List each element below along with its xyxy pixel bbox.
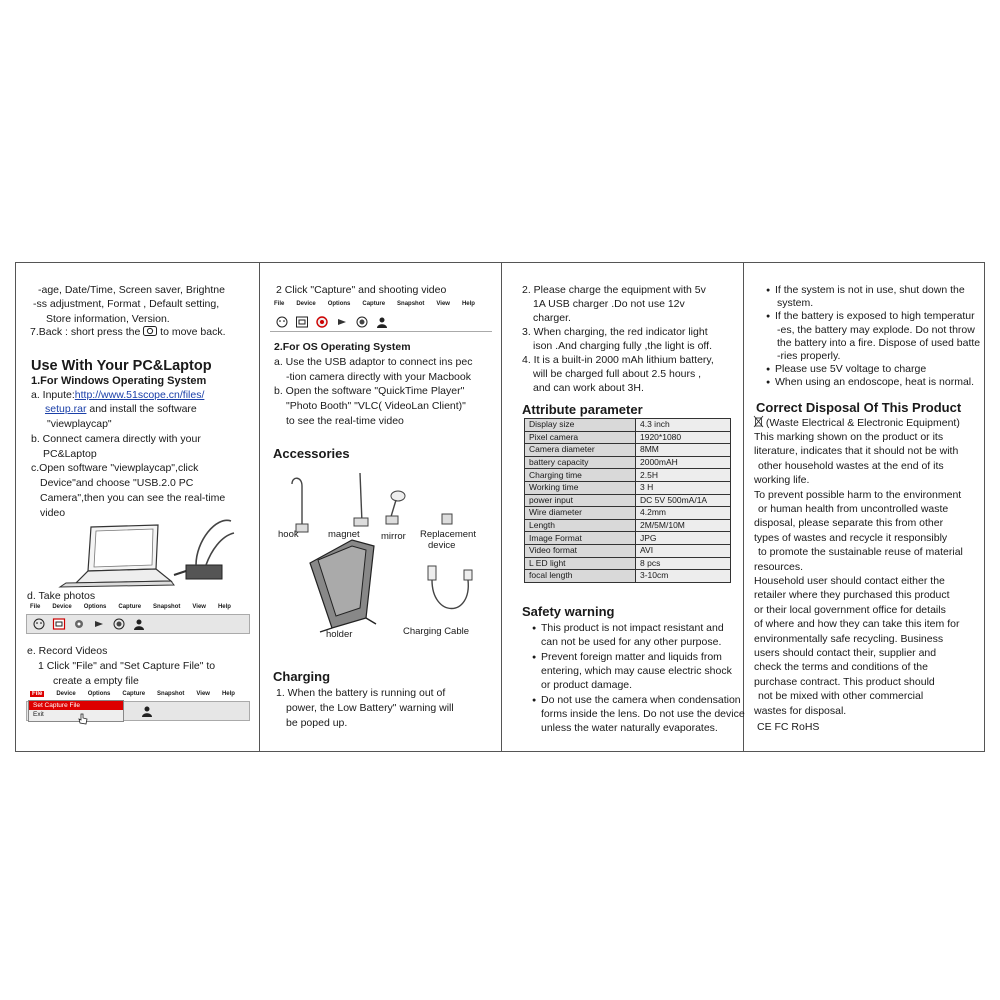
person-icon[interactable] (376, 316, 388, 328)
menu-options[interactable]: Options (327, 301, 351, 307)
menu-snapshot[interactable]: Snapshot (153, 604, 181, 610)
text-line: working life. (754, 474, 810, 487)
text-line: to promote the sustainable reuse of material (758, 546, 963, 559)
video-icon[interactable] (336, 316, 348, 328)
face-icon[interactable] (33, 618, 45, 630)
text-line: 1. When the battery is running out of (276, 687, 446, 699)
menu-help[interactable]: Help (221, 691, 235, 697)
text-line: literature, indicates that it should not be with (754, 445, 959, 458)
menu-device[interactable]: Device (52, 604, 72, 610)
attribute-value: 2000mAH (636, 456, 731, 469)
text-line: create a empty file (53, 675, 139, 687)
text-line: -ss adjustment, Format , Default setting, (33, 298, 220, 310)
text-line: a. Use the USB adaptor to connect ins pec (274, 356, 473, 368)
attribute-key: focal length (525, 570, 636, 583)
attribute-key: Working time (525, 481, 636, 494)
text-line: ● Do not use the camera when condensation (541, 693, 741, 707)
attribute-value: 2M/5M/10M (636, 519, 731, 532)
text-line: d. Take photos (27, 590, 96, 602)
menu-file[interactable]: File (274, 301, 285, 307)
attribute-key: power input (525, 494, 636, 507)
menu-set-capture-file[interactable]: Set Capture File (29, 701, 123, 710)
charging-heading: Charging (273, 669, 331, 684)
attribute-row (525, 532, 731, 545)
attribute-key: Wire diameter (525, 507, 636, 520)
attribute-value: JPG (636, 532, 731, 545)
attribute-key: Camera diameter (525, 444, 636, 457)
menu-exit[interactable]: Exit (33, 711, 44, 718)
attribute-key: Display size (525, 419, 636, 432)
menu-help[interactable]: Help (217, 604, 231, 610)
accessories-heading: Accessories (273, 446, 350, 461)
target-icon[interactable] (356, 316, 368, 328)
text-line: power, the Low Battery" warning will (286, 702, 454, 714)
text-line: disposal, please separate this from other (754, 517, 944, 530)
menu-bar-2 (26, 688, 251, 700)
video-icon[interactable] (93, 618, 105, 630)
text-line: charger. (533, 312, 571, 324)
text-line: and install the software (86, 403, 197, 415)
text-line: 3. When charging, the red indicator light (522, 326, 708, 338)
attribute-value: 4.3 inch (636, 419, 731, 432)
text-line: retailer where they purchased this product (754, 589, 950, 602)
attribute-key: Pixel camera (525, 431, 636, 444)
menu-view[interactable]: View (196, 691, 210, 697)
text-line: -age, Date/Time, Screen saver, Brightne (38, 284, 225, 296)
text-line: or their local government office for details (754, 603, 946, 616)
column-3 (502, 263, 743, 751)
certifications: CE FC RoHS (757, 721, 820, 733)
menu-capture[interactable]: Capture (118, 604, 142, 610)
text-line: check the terms and conditions of the (754, 661, 928, 674)
safety-heading: Safety warning (522, 604, 615, 619)
accessory-charging-cable: Charging Cable (403, 626, 470, 637)
text-line: PC&Laptop (43, 448, 97, 460)
attribute-row (525, 570, 731, 583)
text-line: system. (777, 297, 814, 310)
text-line: "Photo Booth" "VLC( VideoLan Client)" (286, 400, 466, 412)
text-line: ● If the system is not in use, shut down the (775, 283, 965, 297)
attribute-row (525, 456, 731, 469)
disposal-heading: Correct Disposal Of This Product (756, 400, 962, 415)
accessory-device: device (428, 540, 456, 551)
text-line: This marking shown on the product or its (754, 431, 944, 443)
text-line: ● This product is not impact resistant and (541, 621, 724, 635)
back-instruction (30, 325, 226, 339)
attribute-heading: Attribute parameter (522, 402, 643, 417)
menu-bar-3 (270, 298, 492, 310)
text-line: 4. It is a built-in 2000 mAh lithium battery, (522, 354, 714, 366)
text-line: not be mixed with other commercial (758, 690, 924, 703)
setup-link[interactable]: setup.rar (45, 403, 87, 415)
accessory-replacement: Replacement (420, 529, 476, 540)
menu-capture[interactable]: Capture (362, 301, 386, 307)
text-line: ● If the battery is exposed to high temperatur (775, 309, 975, 323)
text-line: the battery into a fire. Dispose of used batte (777, 336, 981, 349)
text-line: "viewplaycap" (47, 418, 112, 430)
target-icon[interactable] (113, 618, 125, 630)
menu-capture[interactable]: Capture (122, 691, 146, 697)
menu-bar-1 (26, 601, 251, 613)
windows-heading: 1.For Windows Operating System (31, 375, 207, 387)
menu-device[interactable]: Device (296, 301, 316, 307)
capture-icon[interactable] (316, 316, 328, 328)
text-line: Household user should contact either the (754, 575, 945, 587)
attribute-value: 3 H (636, 481, 731, 494)
text-line: and can work about 3H. (533, 382, 644, 394)
text-line: 7.Back : short press the (30, 326, 141, 338)
text-line: e. Record Videos (27, 645, 108, 657)
menu-device[interactable]: Device (56, 691, 76, 697)
attribute-key: Length (525, 519, 636, 532)
text-line: Device"and choose "USB.2.0 PC (40, 477, 194, 489)
accessories-illustration (272, 468, 492, 636)
text-line: Store information, Version. (46, 313, 170, 325)
text-line: to see the real-time video (286, 415, 404, 427)
hand-cursor-icon (78, 713, 88, 725)
attribute-row (525, 557, 731, 570)
attribute-key: L ED light (525, 557, 636, 570)
attribute-key: Video format (525, 544, 636, 557)
column-1 (16, 263, 259, 751)
text-line: to move back. (160, 326, 226, 338)
accessory-holder: holder (326, 629, 353, 640)
text-line: 2. Please charge the equipment with 5v (522, 284, 706, 296)
menu-view[interactable]: View (192, 604, 206, 610)
text-line: forms inside the lens. Do not use the device (541, 707, 745, 720)
snapshot-icon[interactable] (53, 618, 65, 630)
column-4 (744, 263, 985, 751)
toolbar-1 (26, 614, 250, 634)
text-line: -ries properly. (777, 350, 841, 362)
text-line: a. Inpute: (31, 389, 75, 401)
attribute-row (525, 507, 731, 520)
attribute-row (525, 494, 731, 507)
menu-file[interactable]: File (32, 691, 43, 697)
text-line: be poped up. (286, 717, 348, 729)
attribute-value: 2.5H (636, 469, 731, 482)
menu-snapshot[interactable]: Snapshot (157, 691, 185, 697)
text-line: entering, which may cause electric shock (541, 664, 732, 677)
settings-icon[interactable] (73, 618, 85, 630)
text-line: video (40, 507, 66, 519)
text-line: can not be used for any other purpose. (541, 636, 722, 649)
file-dropdown (28, 700, 124, 722)
attribute-value: 3-10cm (636, 570, 731, 583)
accessory-hook: hook (278, 529, 299, 540)
weee-line (754, 416, 960, 430)
text-line: 2 Click "Capture" and shooting video (276, 284, 447, 296)
crossed-bin-icon (754, 416, 763, 427)
attribute-row (525, 444, 731, 457)
attribute-row (525, 544, 731, 557)
os-heading: 2.For OS Operating System (274, 341, 411, 353)
text-line: -tion camera directly with your Macbook (286, 371, 471, 383)
text-line: To prevent possible harm to the environment (754, 488, 962, 501)
attribute-row (525, 519, 731, 532)
text-line: types of wastes and recycle it responsibly (754, 531, 948, 544)
download-link[interactable]: http://www.51scope.cn/files/ (74, 389, 205, 401)
person-icon[interactable] (141, 705, 153, 717)
manual-sheet (15, 262, 985, 752)
attribute-value: 8MM (636, 444, 731, 457)
menu-snapshot[interactable]: Snapshot (397, 301, 425, 307)
accessory-magnet: magnet (328, 529, 360, 540)
laptop-illustration (46, 521, 236, 591)
text-line: (Waste Electrical & Electronic Equipment) (765, 417, 960, 429)
text-line: b. Connect camera directly with your (31, 433, 201, 445)
attribute-row (525, 469, 731, 482)
attribute-value: DC 5V 500mA/1A (636, 494, 731, 507)
text-line: b. Open the software "QuickTime Player" (274, 385, 465, 397)
text-line: will be charged full about 2.5 hours , (533, 368, 702, 380)
text-line: purchase contract. This product should (754, 675, 935, 688)
text-line: -es, the battery may explode. Do not throw (777, 323, 975, 336)
attribute-value: AVI (636, 544, 731, 557)
accessory-mirror: mirror (381, 531, 406, 542)
text-line: or product damage. (541, 679, 633, 692)
text-line: or human health from uncontrolled waste (758, 503, 949, 515)
attribute-table (524, 418, 731, 583)
menu-file[interactable]: File (30, 604, 41, 610)
text-line: 1 Click "File" and "Set Capture File" to (38, 660, 216, 672)
attribute-key: Charging time (525, 469, 636, 482)
text-line: environmentally safe recycling. Business (754, 632, 944, 645)
menu-help[interactable]: Help (461, 301, 475, 307)
menu-options[interactable]: Options (83, 604, 107, 610)
text-line: of where and how they can take this item for (754, 618, 960, 631)
attribute-row (525, 419, 731, 432)
text-line: ● When using an endoscope, heat is normal. (775, 375, 974, 389)
camera-button-icon (143, 326, 157, 336)
text-line: unless the water naturally evaporates. (541, 722, 718, 735)
attribute-row (525, 431, 731, 444)
attribute-value: 4.2mm (636, 507, 731, 520)
menu-view[interactable]: View (436, 301, 450, 307)
text-line: ● Please use 5V voltage to charge (775, 362, 926, 376)
text-line: users should contact their, supplier and (754, 647, 937, 659)
attribute-key: Image Format (525, 532, 636, 545)
attribute-key: battery capacity (525, 456, 636, 469)
text-line: 1A USB charger .Do not use 12v (533, 298, 685, 310)
step-a-line2 (45, 402, 197, 416)
column-2 (260, 263, 501, 751)
text-line: other household wastes at the end of its (758, 459, 944, 472)
snapshot-icon[interactable] (296, 316, 308, 328)
text-line: ● Prevent foreign matter and liquids from (541, 650, 722, 664)
text-line: resources. (754, 560, 804, 573)
step-a (31, 388, 204, 402)
menu-options[interactable]: Options (87, 691, 111, 697)
attribute-value: 1920*1080 (636, 431, 731, 444)
pc-heading: Use With Your PC&Laptop (31, 358, 212, 374)
text-line: Camera",then you can see the real-time (40, 492, 226, 504)
person-icon[interactable] (133, 618, 145, 630)
text-line: wastes for disposal. (754, 704, 847, 717)
text-line: c.Open software "viewplaycap",click (31, 462, 199, 474)
attribute-value: 8 pcs (636, 557, 731, 570)
toolbar-3 (270, 312, 492, 332)
face-icon[interactable] (276, 316, 288, 328)
attribute-row (525, 481, 731, 494)
text-line: ison .And charging fully ,the light is off. (533, 340, 712, 352)
